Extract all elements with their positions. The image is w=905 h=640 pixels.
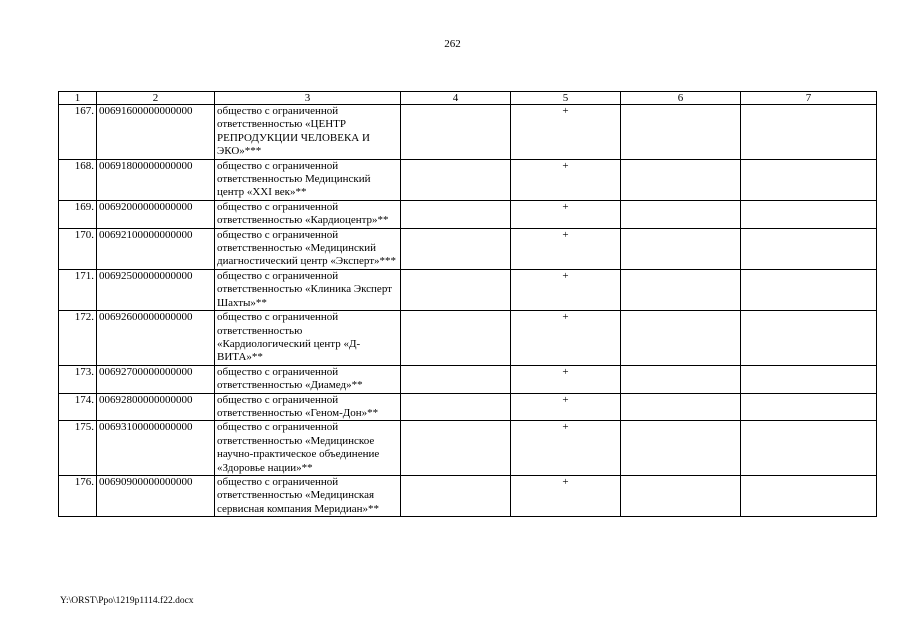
row-col-5-mark: + [511,105,621,160]
registry-table [58,91,877,517]
row-organization-name: общество с ограниченной ответственностью «Диамед»** [215,365,401,393]
header-col-3: 3 [215,92,401,105]
table-row [59,365,877,393]
row-number: 168. [59,159,97,200]
row-col-6 [621,105,741,160]
row-number: 176. [59,475,97,516]
row-organization-name: общество с ограниченной ответственностью «Клиника Эксперт Шахты»** [215,269,401,310]
footer-file-path: Y:\ORST\Ppo\1219p1114.f22.docx [60,596,194,606]
row-col-4 [401,393,511,421]
row-col-6 [621,200,741,228]
row-number: 175. [59,421,97,476]
row-col-6 [621,421,741,476]
table-row [59,475,877,516]
row-col-7 [741,200,877,228]
table-row [59,200,877,228]
row-col-5-mark: + [511,200,621,228]
row-number: 174. [59,393,97,421]
table-row [59,311,877,366]
row-code: 00691600000000000 [97,105,215,160]
page-number: 262 [444,38,461,50]
row-code: 00692500000000000 [97,269,215,310]
table-row [59,269,877,310]
row-col-5-mark: + [511,311,621,366]
row-number: 173. [59,365,97,393]
row-col-4 [401,105,511,160]
table-row [59,228,877,269]
row-col-5-mark: + [511,269,621,310]
header-col-4: 4 [401,92,511,105]
row-code: 00692600000000000 [97,311,215,366]
row-col-7 [741,421,877,476]
header-col-5: 5 [511,92,621,105]
table-row [59,421,877,476]
row-number: 169. [59,200,97,228]
row-code: 00693100000000000 [97,421,215,476]
row-number: 170. [59,228,97,269]
row-col-4 [401,269,511,310]
row-col-4 [401,228,511,269]
table-row [59,105,877,160]
table-row [59,159,877,200]
row-code: 00692000000000000 [97,200,215,228]
row-code: 00692800000000000 [97,393,215,421]
row-code: 00690900000000000 [97,475,215,516]
row-code: 00692700000000000 [97,365,215,393]
row-col-5-mark: + [511,228,621,269]
row-col-7 [741,228,877,269]
header-col-6: 6 [621,92,741,105]
row-col-5-mark: + [511,159,621,200]
row-organization-name: общество с ограниченной ответственностью «ЦЕНТР РЕПРОДУКЦИИ ЧЕЛОВЕКА И ЭКО»*** [215,105,401,160]
row-col-7 [741,269,877,310]
row-number: 171. [59,269,97,310]
row-col-6 [621,311,741,366]
row-number: 167. [59,105,97,160]
header-col-2: 2 [97,92,215,105]
row-col-6 [621,228,741,269]
row-col-6 [621,269,741,310]
row-col-5-mark: + [511,421,621,476]
header-col-1: 1 [59,92,97,105]
row-code: 00692100000000000 [97,228,215,269]
row-organization-name: общество с ограниченной ответственностью «Медицинский диагностический центр «Эксперт»*** [215,228,401,269]
row-col-5-mark: + [511,475,621,516]
row-col-4 [401,200,511,228]
row-col-4 [401,311,511,366]
row-organization-name: общество с ограниченной ответственностью Медицинский центр «XXI век»** [215,159,401,200]
table-row [59,393,877,421]
row-col-6 [621,393,741,421]
row-organization-name: общество с ограниченной ответственностью «Медицинская сервисная компания Меридиан»** [215,475,401,516]
row-col-6 [621,159,741,200]
row-col-4 [401,421,511,476]
header-col-7: 7 [741,92,877,105]
row-col-4 [401,475,511,516]
row-organization-name: общество с ограниченной ответственностью «Медицинское научно-практическое объединение «Здоровье нации»** [215,421,401,476]
table-header-row [59,92,877,105]
row-code: 00691800000000000 [97,159,215,200]
row-col-7 [741,365,877,393]
row-organization-name: общество с ограниченной ответственностью «Кардиологический центр «Д-ВИТА»** [215,311,401,366]
row-col-7 [741,311,877,366]
row-col-6 [621,365,741,393]
row-col-6 [621,475,741,516]
row-organization-name: общество с ограниченной ответственностью «Кардиоцентр»** [215,200,401,228]
row-col-7 [741,159,877,200]
row-number: 172. [59,311,97,366]
row-col-5-mark: + [511,365,621,393]
row-col-7 [741,475,877,516]
row-col-4 [401,159,511,200]
row-col-4 [401,365,511,393]
row-col-7 [741,105,877,160]
row-col-7 [741,393,877,421]
row-col-5-mark: + [511,393,621,421]
row-organization-name: общество с ограниченной ответственностью «Геном-Дон»** [215,393,401,421]
